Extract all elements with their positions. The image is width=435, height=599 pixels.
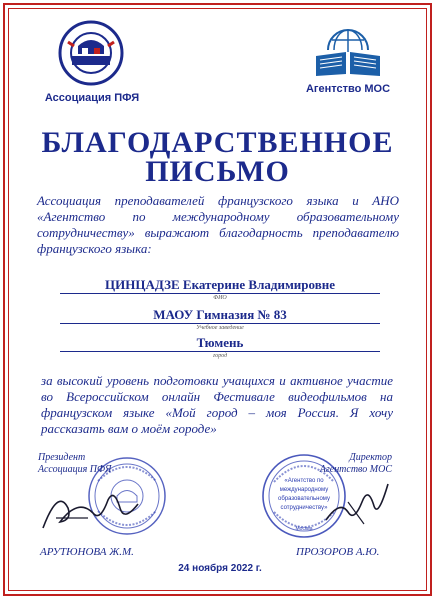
right-signature	[318, 472, 398, 532]
mos-book-globe-icon	[310, 26, 386, 80]
left-signature	[38, 478, 148, 538]
right-signatory-name: ПРОЗОРОВ А.Ю.	[296, 546, 380, 558]
mos-caption: Агентство МОС	[305, 83, 391, 95]
issue-date: 24 ноября 2022 г.	[178, 563, 262, 574]
title-line-2: ПИСЬМО	[145, 155, 290, 188]
mos-stamp-line-4: сотрудничеству»	[280, 505, 328, 511]
left-signatory-role	[38, 452, 111, 476]
association-pfya-logo	[44, 20, 140, 112]
pfya-logo-icon	[58, 20, 124, 86]
recipient-underline	[60, 293, 380, 294]
school-name: МАОУ Гимназия № 83	[153, 307, 287, 322]
school-caption: Учебное заведение	[196, 325, 244, 331]
right-role-line-2: Агентство МОС	[319, 464, 392, 475]
title-line-1: БЛАГОДАРСТВЕННОЕ	[41, 126, 394, 159]
mos-stamp-line-5: Москва	[295, 526, 313, 532]
mos-stamp-line-3: образовательному	[277, 496, 331, 502]
school-underline	[60, 323, 380, 324]
recipient-name: ЦИНЦАДЗЕ Екатерине Владимировне	[105, 277, 335, 292]
city-caption: город	[212, 353, 228, 359]
mos-stamp-line-1: «Агентство по	[284, 478, 324, 484]
right-role-line-1: Директор	[349, 452, 392, 463]
intro-text: Ассоциация преподавателей французского языка и АНО «Агентство по международному образовательному сотрудничеству» выражают благодарность преподавателю французского языка:	[37, 193, 399, 256]
reason-text: за высокий уровень подготовки учащихся и активное участие во Всероссийском онлайн Фестивале видеофильмов на французском языке «Мой город – моя Россия. Я хочу рассказать вам о моём городе»	[41, 373, 393, 436]
city-underline	[60, 351, 380, 352]
left-signatory-name: АРУТЮНОВА Ж.М.	[40, 546, 134, 558]
recipient-caption: ФИО	[213, 295, 227, 301]
right-signatory-role	[314, 452, 392, 476]
mos-stamp-line-2: международному	[279, 487, 329, 493]
left-role-line-1: Президент	[38, 452, 86, 463]
city-name: Тюмень	[196, 335, 244, 350]
agency-mos-logo	[298, 26, 398, 112]
pfya-caption: Ассоциация ПФЯ	[44, 92, 140, 104]
left-role-line-2: Ассоциация ПФЯ	[38, 464, 112, 475]
